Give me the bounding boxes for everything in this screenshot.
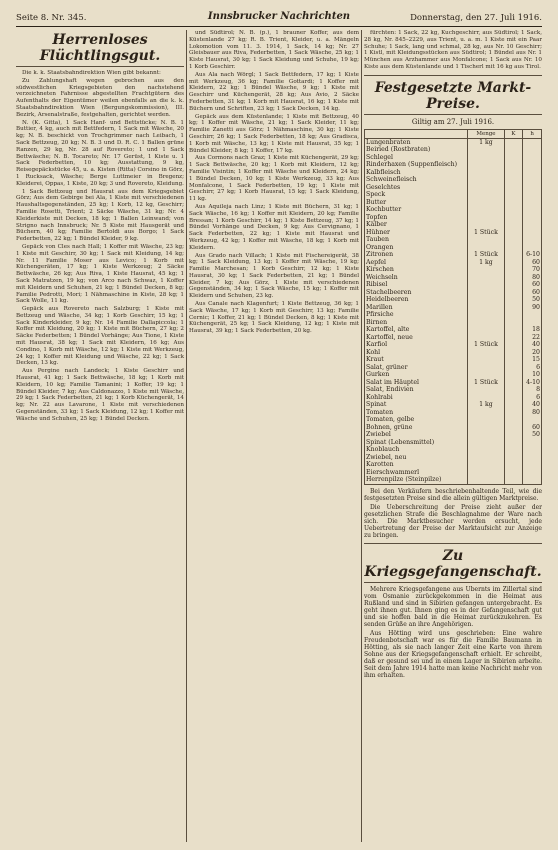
item-name: Zitronen <box>365 251 468 259</box>
item-name: Salat, grüner <box>365 364 468 372</box>
price-heller: 60 <box>523 259 542 267</box>
item-unit <box>468 386 504 394</box>
item-unit <box>468 199 504 207</box>
item-name: Heidelbeeren <box>365 296 468 304</box>
item-name: Tauben <box>365 236 468 244</box>
price-kronen <box>504 281 523 289</box>
item-name: Hühner <box>365 229 468 237</box>
column-header: h <box>523 129 542 138</box>
issue-date: Donnerstag, den 27. Juli 1916. <box>410 13 542 23</box>
item-name: Tomaten <box>365 409 468 417</box>
item-unit <box>468 161 504 169</box>
column-rule <box>186 30 187 842</box>
price-row <box>365 394 542 402</box>
price-row <box>365 304 542 312</box>
item-name: Topfen <box>365 214 468 222</box>
item-name: Kochbutter <box>365 206 468 214</box>
price-row <box>365 146 542 154</box>
item-name: Salat, Endivien <box>365 386 468 394</box>
price-row <box>365 401 542 409</box>
price-heller: 18 <box>523 326 542 334</box>
section-title-war-prisoners: Zu Kriegsgefangenschaft. <box>364 548 542 583</box>
item-name: Kohlrabi <box>365 394 468 402</box>
price-heller <box>523 161 542 169</box>
item-name: Geselchtes <box>365 184 468 192</box>
item-name: Tomaten, gelbe <box>365 416 468 424</box>
price-row <box>365 326 542 334</box>
item-unit <box>468 319 504 327</box>
paragraph: Bei den Verkäufern beschriebenhaltende Teil, wie die festgesetzten Preise sind die allein gültigen Marktpreise. <box>364 487 542 502</box>
price-heller: 90 <box>523 304 542 312</box>
item-unit <box>468 454 504 462</box>
item-unit <box>468 394 504 402</box>
item-name: Kälber <box>365 221 468 229</box>
price-heller <box>523 461 542 469</box>
item-unit <box>468 469 504 477</box>
column-1 <box>16 30 184 842</box>
item-unit <box>468 244 504 252</box>
item-name: Spinat <box>365 401 468 409</box>
item-unit <box>468 214 504 222</box>
price-kronen <box>504 326 523 334</box>
item-unit <box>468 409 504 417</box>
price-heller: 70 <box>523 266 542 274</box>
price-kronen <box>504 319 523 327</box>
price-row <box>365 439 542 447</box>
price-kronen <box>504 341 523 349</box>
price-row <box>365 138 542 146</box>
price-heller <box>523 221 542 229</box>
section-divider <box>364 75 542 76</box>
price-heller <box>523 146 542 154</box>
price-kronen <box>504 304 523 312</box>
market-prices-validity: Giltig am 27. Juli 1916. <box>411 117 495 126</box>
price-heller <box>523 446 542 454</box>
paragraph: Aus Aquileja nach Linz; 1 Kiste mit Büchern, 31 kg; 1 Sack Wäsche, 16 kg; 1 Koffer mit Kleidern, 20 kg; Familie Bressan; 1 Korb Geschirr, 14 kg; 1 Kiste Bettzeug, 37 kg; 1 Bündel Vorhänge und Decken, 9 kg; Aus Cervignano, 1 Sack Federbetten, 22 kg; 1 Kiste mit Hausrat und Werkzeug, 42 kg; 1 Koffer mit Wäsche, 18 kg; 1 Korb mit Kleidern. <box>189 203 359 251</box>
item-name: Bohnen, grüne <box>365 424 468 432</box>
price-heller <box>523 469 542 477</box>
market-price-table <box>364 129 542 485</box>
item-name: Kartoffel, neue <box>365 334 468 342</box>
item-name: Karotten <box>365 461 468 469</box>
column-3 <box>364 30 542 842</box>
price-heller: 20 <box>523 349 542 357</box>
price-kronen <box>504 454 523 462</box>
paragraph: fürchten: 1 Sack, 22 kg, Kuchgeschirr, aus Südtirol; 1 Sack, 28 kg, Nr. 845–2229, aus Trient, u. a. m. 1 Kiste mit ein Paar Schuhe; 1 Sack, lang und schmal, 28 kg, aus Nr. 10 Geschirr; 1 Kistl, mit Kleidungsstücken aus Südtirol; 1 Bündel aus Nr. 1 München aus Arzhammer aus Monfalcone; 1 Sack aus Nr. 10 Kiste aus dem Küstenlande und 1 Tischerl mit 16 kg aus Tirol. <box>364 30 542 70</box>
item-name: Weichseln <box>365 274 468 282</box>
price-kronen <box>504 334 523 342</box>
price-kronen <box>504 371 523 379</box>
item-name: Karfiol <box>365 341 468 349</box>
price-heller: 60 <box>523 289 542 297</box>
item-name: Kohl <box>365 349 468 357</box>
item-unit <box>468 334 504 342</box>
price-row <box>365 476 542 484</box>
price-row <box>365 274 542 282</box>
price-kronen <box>504 289 523 297</box>
price-row <box>365 289 542 297</box>
item-unit: 1 kg <box>468 259 504 267</box>
item-unit: 1 kg <box>468 401 504 409</box>
item-name: Lungenbraten <box>365 138 468 146</box>
price-row <box>365 416 542 424</box>
item-name: Spinat (Lebensmittel) <box>365 439 468 447</box>
price-row <box>365 379 542 387</box>
price-row <box>365 244 542 252</box>
section-divider <box>364 543 542 544</box>
price-heller: 15 <box>523 356 542 364</box>
item-unit <box>468 169 504 177</box>
war-prisoners-body <box>364 586 542 679</box>
item-unit: 1 Stück <box>468 379 504 387</box>
item-name: Aepfel <box>365 259 468 267</box>
item-name: Kalbfleisch <box>365 169 468 177</box>
price-heller: 60 <box>523 424 542 432</box>
item-name: Salat im Häuptel <box>365 379 468 387</box>
price-kronen <box>504 311 523 319</box>
item-unit <box>468 304 504 312</box>
item-unit <box>468 289 504 297</box>
item-unit: 1 Stück <box>468 251 504 259</box>
price-heller: 40 <box>523 341 542 349</box>
price-kronen <box>504 161 523 169</box>
item-unit <box>468 326 504 334</box>
price-heller <box>523 244 542 252</box>
price-heller <box>523 191 542 199</box>
price-row <box>365 206 542 214</box>
item-name: Pfirsiche <box>365 311 468 319</box>
price-kronen <box>504 416 523 424</box>
price-kronen <box>504 146 523 154</box>
item-unit <box>468 349 504 357</box>
item-name: Stachelbeeren <box>365 289 468 297</box>
item-unit <box>468 311 504 319</box>
price-heller <box>523 439 542 447</box>
price-kronen <box>504 138 523 146</box>
price-kronen <box>504 251 523 259</box>
price-kronen <box>504 394 523 402</box>
price-kronen <box>504 409 523 417</box>
price-heller <box>523 236 542 244</box>
price-row <box>365 184 542 192</box>
price-kronen <box>504 296 523 304</box>
item-unit <box>468 371 504 379</box>
price-kronen <box>504 446 523 454</box>
item-unit <box>468 236 504 244</box>
refugee-goods-body <box>16 70 184 423</box>
price-kronen <box>504 349 523 357</box>
item-unit: 1 Stück <box>468 229 504 237</box>
price-heller <box>523 476 542 484</box>
item-unit <box>468 446 504 454</box>
price-row <box>365 191 542 199</box>
price-kronen <box>504 439 523 447</box>
section-title-market-prices: Festgesetzte Markt-Preise. <box>364 80 542 115</box>
price-kronen <box>504 469 523 477</box>
price-kronen <box>504 199 523 207</box>
price-row <box>365 409 542 417</box>
price-kronen <box>504 184 523 192</box>
paragraph: Gepäck von Cles nach Hall; 1 Koffer mit Wäsche, 23 kg; 1 Kiste mit Geschirr, 30 kg; 1 Sack mit Kleidung, 14 kg; Nr. 11 Familie Moser aus Levico; 1 Korb mit Küchengeräten, 17 kg; 1 Kiste Werkzeug; 2 Säcke Bettwäsche, 26 kg; Aus Riva, 1 Kiste Hausrat, 45 kg; 1 Sack Matratzen, 19 kg; von Arco nach Schwaz, 1 Koffer mit Kleidern und Schuhen, 21 kg; 1 Bündel Decken, 8 kg; Familie Pedrotti, Mori; 1 Nähmaschine in Kiste, 28 kg; 1 Sack Wolle, 11 kg. <box>16 243 184 305</box>
item-unit <box>468 439 504 447</box>
refugee-goods-continued <box>189 30 359 335</box>
column-rule <box>361 30 362 842</box>
paragraph: Aus Cormons nach Graz; 1 Kiste mit Küchengerät, 29 kg; 1 Sack Bettwäsche, 20 kg; 1 Korb mit Kleidern, 12 kg; Familie Visintin; 1 Koffer mit Wäsche und Kleidern, 24 kg; 1 Bündel Decken, 10 kg; 1 Kiste Werkzeug, 33 kg; Aus Monfalcone, 1 Sack Federbetten, 19 kg; 1 Kiste mit Geschirr, 27 kg; 1 Korb Hausrat, 15 kg; 1 Sack Kleidung, 11 kg. <box>189 155 359 203</box>
item-name: Gurken <box>365 371 468 379</box>
price-row <box>365 386 542 394</box>
price-heller: 40 <box>523 401 542 409</box>
price-heller <box>523 206 542 214</box>
price-heller: 50 <box>523 296 542 304</box>
price-row <box>365 281 542 289</box>
price-kronen <box>504 214 523 222</box>
price-row <box>365 454 542 462</box>
price-row <box>365 341 542 349</box>
item-unit <box>468 461 504 469</box>
item-name: Kraut <box>365 356 468 364</box>
price-kronen <box>504 364 523 372</box>
item-name: Schlegel <box>365 154 468 162</box>
price-heller: 6 <box>523 394 542 402</box>
price-kronen <box>504 191 523 199</box>
item-unit <box>468 296 504 304</box>
item-name: Marillen <box>365 304 468 312</box>
price-row <box>365 356 542 364</box>
paragraph: 1 Sack Bettzeug und Hausrat aus dem Kriegsgebiet Görz; Aus dem Gebirge bei Ala, 1 Kiste mit verschiedenen Haushaltsgegenständen, 25 kg; 1 Korb, 12 kg, Geschirr; Familie Rosetti, Trient; 2 Säcke Wäsche, 31 kg; Nr. 4 Kleiderkiste mit Decken, 18 kg; 1 Ballen Leinwand; von Strigno nach Innsbruck; Nr. 5 Kiste mit Hausgerät und Büchern, 40 kg; Familie Bertoldi aus Borgo; 1 Sack Federbetten, 22 kg; 1 Bündel Kleider, 9 kg. <box>16 188 184 243</box>
price-kronen <box>504 229 523 237</box>
item-unit <box>468 266 504 274</box>
price-heller: 8 <box>523 386 542 394</box>
item-unit <box>468 191 504 199</box>
market-notes <box>364 488 542 539</box>
item-name: Ribisel <box>365 281 468 289</box>
item-unit: 1 Stück <box>468 341 504 349</box>
price-row <box>365 371 542 379</box>
price-row <box>365 446 542 454</box>
price-kronen <box>504 221 523 229</box>
price-kronen <box>504 476 523 484</box>
price-heller <box>523 416 542 424</box>
column-header: K <box>504 129 523 138</box>
price-heller: 80 <box>523 409 542 417</box>
item-unit <box>468 206 504 214</box>
price-row <box>365 296 542 304</box>
price-kronen <box>504 236 523 244</box>
price-row <box>365 364 542 372</box>
price-heller <box>523 169 542 177</box>
paragraph: und Südtirol; N. B. (p.), 1 brauner Koffer, aus dem Küstenlande 27 kg; R. B. Trient, Kleider, u. a. Mängeln Lokomotion vom 11. 3. 1914, 1 Sack, 14 kg; Nr. 27 Gleisbauer aus Riva, Federbetten, 1 Sack Wäsche, 25 kg; 1 Kiste Hausrat, 30 kg; 1 Sack Kleidung und Schuhe, 19 kg; 1 Korb Geschirr. <box>189 30 359 70</box>
item-name: Birnen <box>365 319 468 327</box>
item-name: Knoblauch <box>365 446 468 454</box>
price-kronen <box>504 401 523 409</box>
price-heller <box>523 229 542 237</box>
price-heller: 6-10 <box>523 251 542 259</box>
price-row <box>365 469 542 477</box>
item-unit <box>468 416 504 424</box>
paragraph: N. (K. Gitta), 1 Sack Hanf- und Bettstücke; N. B. 1 Buttier, 4 kg, auch mit Bettfedern, 1 Sack mit Wäsche, 20 kg; N. B. beschickt von Trochgrimmer nach Leibach, 1 Sack Bettzeug, 20 kg; N. B. 3 und D. R. C. 1 Ballen grüne Ranzen, 29 kg, Nr. 28 auf Rovereto; 1 und 1 Sack Bettwäsche; N. B. Tocareto; Nr. 17 Gerüst, 1 Kiste u. 1 Sack Federbetten, 10 kg; Ausstattung, 9 kg, Reisegepäckstücke 45, u. a. Kisten (Ritta) Corsino in Görz, 1 Rucksack, Wäsche; Berge Luttmeier in Bregenz; Kleiderei, Oppas, 1 Kiste, 20 kg; 3 und Rovereto, Kleidung. <box>16 119 184 187</box>
paragraph: Aus Canale nach Klagenfurt; 1 Kiste Bettzeug, 36 kg; 1 Sack Wäsche, 17 kg; 1 Korb mit Geschirr, 13 kg; Familie Cernic; 1 Koffer, 21 kg; 1 Bündel Decken, 8 kg; 1 Kiste mit Küchengerät, 25 kg; 1 Sack Kleidung, 12 kg; 1 Kiste mit Hausrat, 39 kg; 1 Sack Federbetten, 20 kg. <box>189 301 359 335</box>
item-unit <box>468 356 504 364</box>
price-row <box>365 236 542 244</box>
price-row <box>365 334 542 342</box>
item-name: Eierschwammerl <box>365 469 468 477</box>
item-name: Kirschen <box>365 266 468 274</box>
paragraph: Die Ueberschreitung der Preise zieht außer der gesetzlichen Strafe die Beschlagnahme der Ware nach sich. Die Marktbesucher werden ersucht, jede Uebertretung der Preise der Marktaufsicht zur Anzeige zu bringen. <box>364 503 542 539</box>
item-unit <box>468 221 504 229</box>
paragraph: Gepäck aus Rovereto nach Salzburg; 1 Kiste mit Bettzeug und Wäsche, 34 kg; 1 Korb Geschirr, 15 kg; 1 Sack Kinderkleider, 9 kg; Nr. 14 Familie Dallapiccola; 1 Koffer mit Kleidung, 20 kg; 1 Kiste mit Büchern, 27 kg; 2 Säcke Federbetten; 1 Bündel Vorhänge; Aus Tione, 1 Kiste mit Hausrat, 38 kg; 1 Sack mit Kleidern, 16 kg; Aus Condino, 1 Korb mit Wäsche, 12 kg; 1 Kiste mit Werkzeug, 24 kg; 1 Koffer mit Kleidung und Wäsche, 22 kg; 1 Sack Decken, 13 kg. <box>16 306 184 367</box>
price-row <box>365 259 542 267</box>
price-row <box>365 424 542 432</box>
price-row <box>365 176 542 184</box>
price-row <box>365 461 542 469</box>
paragraph: Zu Zahlungshaft wegen gebrochen aus den südwestlichen Kriegsgebieten den nachstehend verzeichneten Fahrnisse abgestellten Frachtgütern des Aufenthalts der Eigentümer weilen ebenfalls an die k. k. Staatsbahndirektion Wien (Bergungskommission), III. Bezirk, Arsenalstraße, festgehalten, gerichtet werden. <box>16 77 184 118</box>
price-row <box>365 311 542 319</box>
price-kronen <box>504 176 523 184</box>
item-name: Butter <box>365 199 468 207</box>
price-kronen <box>504 206 523 214</box>
item-name: Schweinefleisch <box>365 176 468 184</box>
price-heller <box>523 454 542 462</box>
paragraph: Aus Hötting wird uns geschrieben: Eine wahre Freudenbotschaft war es für die Familie Baumann in Hötting, als sie nach langer Zeit eine Karte von ihrem Sohne aus der Kriegsgefangenschaft erhielt. Er schreibt, daß er gesund sei und in einem Lager in Sibirien arbeite. Seit dem Jahre 1914 hatte man keine Nachricht mehr von ihm erhalten. <box>364 629 542 679</box>
item-unit <box>468 424 504 432</box>
item-unit <box>468 281 504 289</box>
price-kronen <box>504 259 523 267</box>
paragraph: Aus Ala nach Wörgl; 1 Sack Bettfedern, 17 kg; 1 Kiste mit Werkzeug, 36 kg; Familie Gottardi; 1 Koffer mit Kleidern, 22 kg; 1 Bündel Wäsche, 9 kg; 1 Kiste mit Geschirr und Küchengerät, 28 kg; Aus Avio, 2 Säcke Federbetten, 31 kg; 1 Korb mit Hausrat, 16 kg; 1 Kiste mit Büchern und Schriften, 23 kg; 1 Sack Decken, 14 kg. <box>189 71 359 112</box>
price-row <box>365 251 542 259</box>
price-kronen <box>504 431 523 439</box>
refugee-goods-end <box>364 30 542 71</box>
price-row <box>365 266 542 274</box>
item-name: Zwiebel <box>365 431 468 439</box>
price-heller: 10 <box>523 371 542 379</box>
price-row <box>365 199 542 207</box>
column-header: Menge <box>468 129 504 138</box>
column-header <box>365 129 468 138</box>
price-kronen <box>504 244 523 252</box>
section-title-refugee-goods: Herrenloses Flüchtlingsgut. <box>16 32 184 67</box>
price-kronen <box>504 356 523 364</box>
item-name: Zwiebel, neu <box>365 454 468 462</box>
price-heller: 60 <box>523 281 542 289</box>
item-unit <box>468 476 504 484</box>
item-name: Orangen <box>365 244 468 252</box>
paragraph: Die k. k. Staatsbahndirektion Wien gibt bekannt: <box>22 70 161 76</box>
price-heller: 50 <box>523 431 542 439</box>
column-2 <box>189 30 359 842</box>
page-header <box>16 12 542 27</box>
paragraph: Gepäck aus dem Küstenlande; 1 Kiste mit Bettzeug, 40 kg; 1 Koffer mit Wäsche, 21 kg; 1 Sack Kleider, 11 kg; Familie Zanetti aus Görz; 1 Nähmaschine, 30 kg; 1 Kiste Geschirr, 26 kg; 1 Sack Federbetten, 18 kg; Aus Gradisca, 1 Korb mit Wäsche, 13 kg; 1 Kiste mit Hausrat, 35 kg; 1 Bündel Kleider, 8 kg; 1 Koffer, 17 kg. <box>189 113 359 154</box>
item-unit <box>468 431 504 439</box>
price-row <box>365 221 542 229</box>
price-kronen <box>504 154 523 162</box>
price-row <box>365 154 542 162</box>
price-heller <box>523 311 542 319</box>
price-heller <box>523 138 542 146</box>
price-heller <box>523 319 542 327</box>
price-kronen <box>504 274 523 282</box>
price-heller <box>523 199 542 207</box>
item-name: Kartoffel, alte <box>365 326 468 334</box>
price-heller: 80 <box>523 274 542 282</box>
item-name: Speck <box>365 191 468 199</box>
newspaper-title: Innsbrucker Nachrichten <box>207 11 351 22</box>
item-unit <box>468 176 504 184</box>
price-kronen <box>504 461 523 469</box>
price-row <box>365 169 542 177</box>
paragraph: Aus Grado nach Villach; 1 Kiste mit Fischereigerät, 38 kg; 1 Sack Kleidung, 13 kg; 1 Koffer mit Wäsche, 19 kg; Familie Marchesan; 1 Korb Geschirr, 12 kg; 1 Kiste Hausrat, 30 kg; 1 Sack Federbetten, 21 kg; 1 Bündel Kleider, 7 kg; Aus Görz, 1 Kiste mit verschiedenen Gegenständen, 34 kg; 1 Sack Wäsche, 15 kg; 1 Koffer mit Kleidern und Schuhen, 23 kg. <box>189 252 359 300</box>
page-number: Seite 8. Nr. 345. <box>16 13 87 23</box>
price-kronen <box>504 424 523 432</box>
item-unit: 1 kg <box>468 138 504 146</box>
price-heller <box>523 154 542 162</box>
price-kronen <box>504 266 523 274</box>
price-heller <box>523 214 542 222</box>
price-row <box>365 229 542 237</box>
paragraph: Mehrere Kriegsgefangene aus Ubernts im Zillertal sind vom Osmanie zurückgekommen in die Heimat aus Rußland und sind in Sibirien gefangen untergebracht. Es geht ihnen gut. Ihnen ging es in der Gefangenschaft gut und sie hoffen bald in die Heimat zurückzukehren. Es senden Grüße an ihre Angehörigen. <box>364 585 542 628</box>
item-unit <box>468 364 504 372</box>
price-heller <box>523 176 542 184</box>
price-kronen <box>504 379 523 387</box>
price-kronen <box>504 169 523 177</box>
price-row <box>365 319 542 327</box>
item-name: Herrenpilze (Steinpilze) <box>365 476 468 484</box>
paragraph: Aus Pergine nach Landeck; 1 Kiste Geschirr und Hausrat, 41 kg; 1 Sack Bettwäsche, 18 kg; 1 Korb mit Kleidern, 10 kg; Familie Tamanini; 1 Koffer, 19 kg; 1 Bündel Kleider, 7 kg; Aus Caldonazzo, 1 Kiste mit Wäsche, 29 kg; 1 Sack Federbetten, 21 kg; 1 Korb Küchengerät, 14 kg; Nr. 22 aus Lavarone, 1 Kiste mit verschiedenen Gegenständen, 33 kg; 1 Sack Kleidung, 12 kg; 1 Koffer mit Wäsche und Schuhen, 25 kg; 1 Bündel Decken. <box>16 368 184 422</box>
price-kronen <box>504 386 523 394</box>
price-heller <box>523 184 542 192</box>
item-unit <box>468 146 504 154</box>
price-row <box>365 161 542 169</box>
price-row <box>365 349 542 357</box>
price-row <box>365 431 542 439</box>
item-name: Rinderhaxen (Suppenfleisch) <box>365 161 468 169</box>
item-unit <box>468 154 504 162</box>
item-unit <box>468 274 504 282</box>
price-heller: 6 <box>523 364 542 372</box>
price-heller: 4-10 <box>523 379 542 387</box>
price-heller: 22 <box>523 334 542 342</box>
item-name: Beiried (Rostbraten) <box>365 146 468 154</box>
item-unit <box>468 184 504 192</box>
price-row <box>365 214 542 222</box>
